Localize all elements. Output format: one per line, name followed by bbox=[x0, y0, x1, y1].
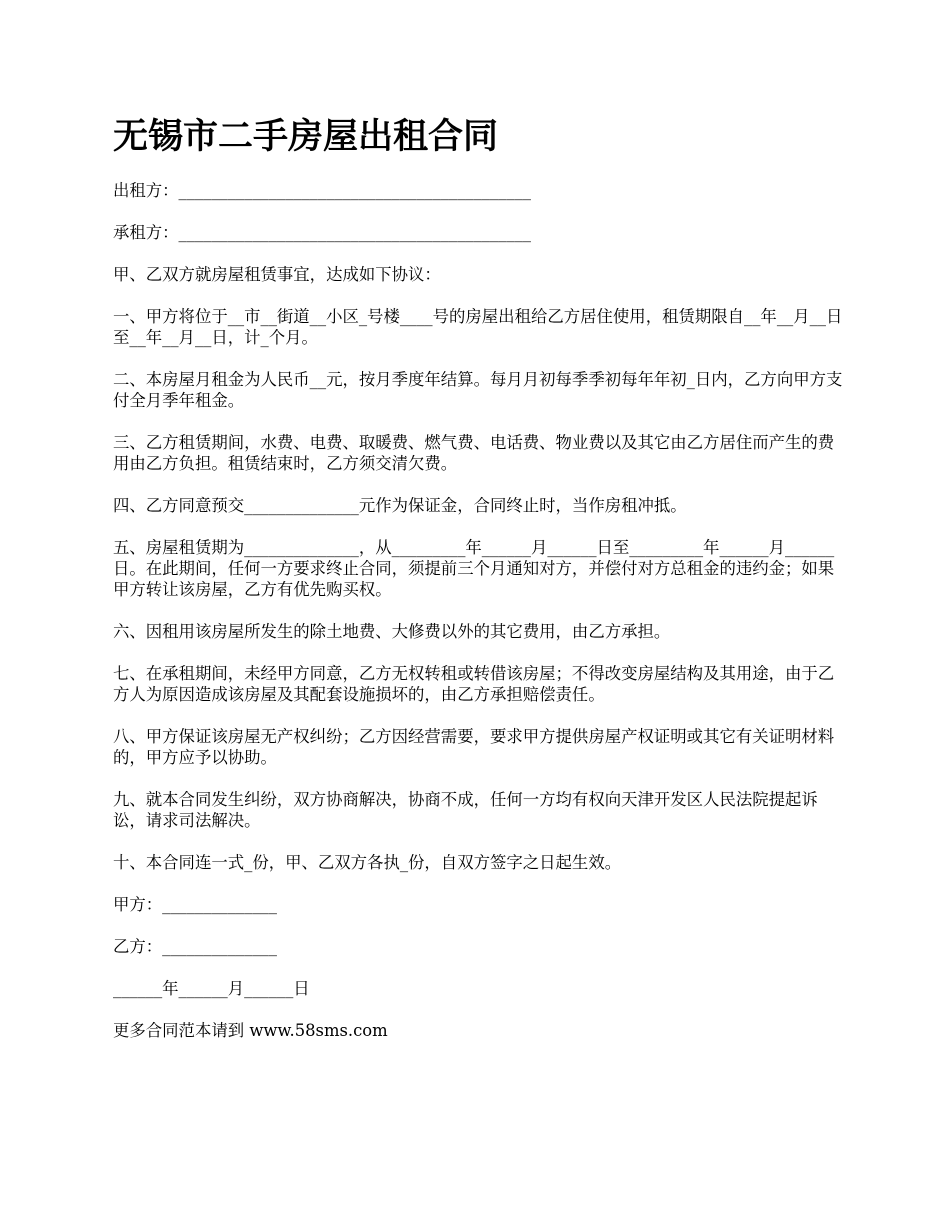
lessor-line: 出租方：___________________________________________ bbox=[113, 181, 531, 200]
clause-8: 八、甲方保证该房屋无产权纠纷；乙方因经营需要，要求甲方提供房屋产权证明或其它有关证明材料的，甲方应予以协助。 bbox=[113, 727, 835, 767]
document-title: 无锡市二手房屋出租合同 bbox=[113, 117, 499, 157]
clause-1: 一、甲方将位于__市__街道__小区_号楼____号的房屋出租给乙方居住使用，租赁期限自__年__月__日至__年__月__日，计_个月。 bbox=[113, 307, 843, 347]
clause-5: 五、房屋租赁期为______________，从_________年______月______日至_________年______月______日。在此期间，任何一方要求终止合同，须提前三个月通知对方，并偿付对方总租金的违约金；如果甲方转让该房屋，乙方有优先购买权。 bbox=[113, 538, 835, 599]
party-b-signature: 乙方：______________ bbox=[113, 937, 277, 956]
clause-10: 十、本合同连一式_份，甲、乙双方各执_份，自双方签字之日起生效。 bbox=[113, 853, 622, 872]
clause-4: 四、乙方同意预交______________元作为保证金，合同终止时，当作房租冲抵。 bbox=[113, 496, 687, 515]
intro-paragraph: 甲、乙双方就房屋租赁事宜，达成如下协议： bbox=[113, 265, 441, 284]
date-line: ______年______月______日 bbox=[113, 979, 310, 998]
lessee-line: 承租方：___________________________________________ bbox=[113, 223, 531, 242]
clause-6: 六、因租用该房屋所发生的除土地费、大修费以外的其它费用，由乙方承担。 bbox=[113, 622, 671, 641]
footer-note: 更多合同范本请到 www.58sms.com bbox=[113, 1021, 388, 1040]
party-a-signature: 甲方：______________ bbox=[113, 895, 277, 914]
clause-9: 九、就本合同发生纠纷，双方协商解决，协商不成，任何一方均有权向天津开发区人民法院提起诉讼，请求司法解决。 bbox=[113, 790, 818, 830]
clause-3: 三、乙方租赁期间，水费、电费、取暖费、燃气费、电话费、物业费以及其它由乙方居住而产生的费用由乙方负担。租赁结束时，乙方须交清欠费。 bbox=[113, 433, 835, 473]
clause-2: 二、本房屋月租金为人民币__元，按月季度年结算。每月月初每季季初每年年初_日内，乙方向甲方支付全月季年租金。 bbox=[113, 370, 843, 410]
clause-7: 七、在承租期间，未经甲方同意，乙方无权转租或转借该房屋；不得改变房屋结构及其用途，由于乙方人为原因造成该房屋及其配套设施损坏的，由乙方承担赔偿责任。 bbox=[113, 664, 835, 704]
contract-page bbox=[113, 112, 843, 1062]
